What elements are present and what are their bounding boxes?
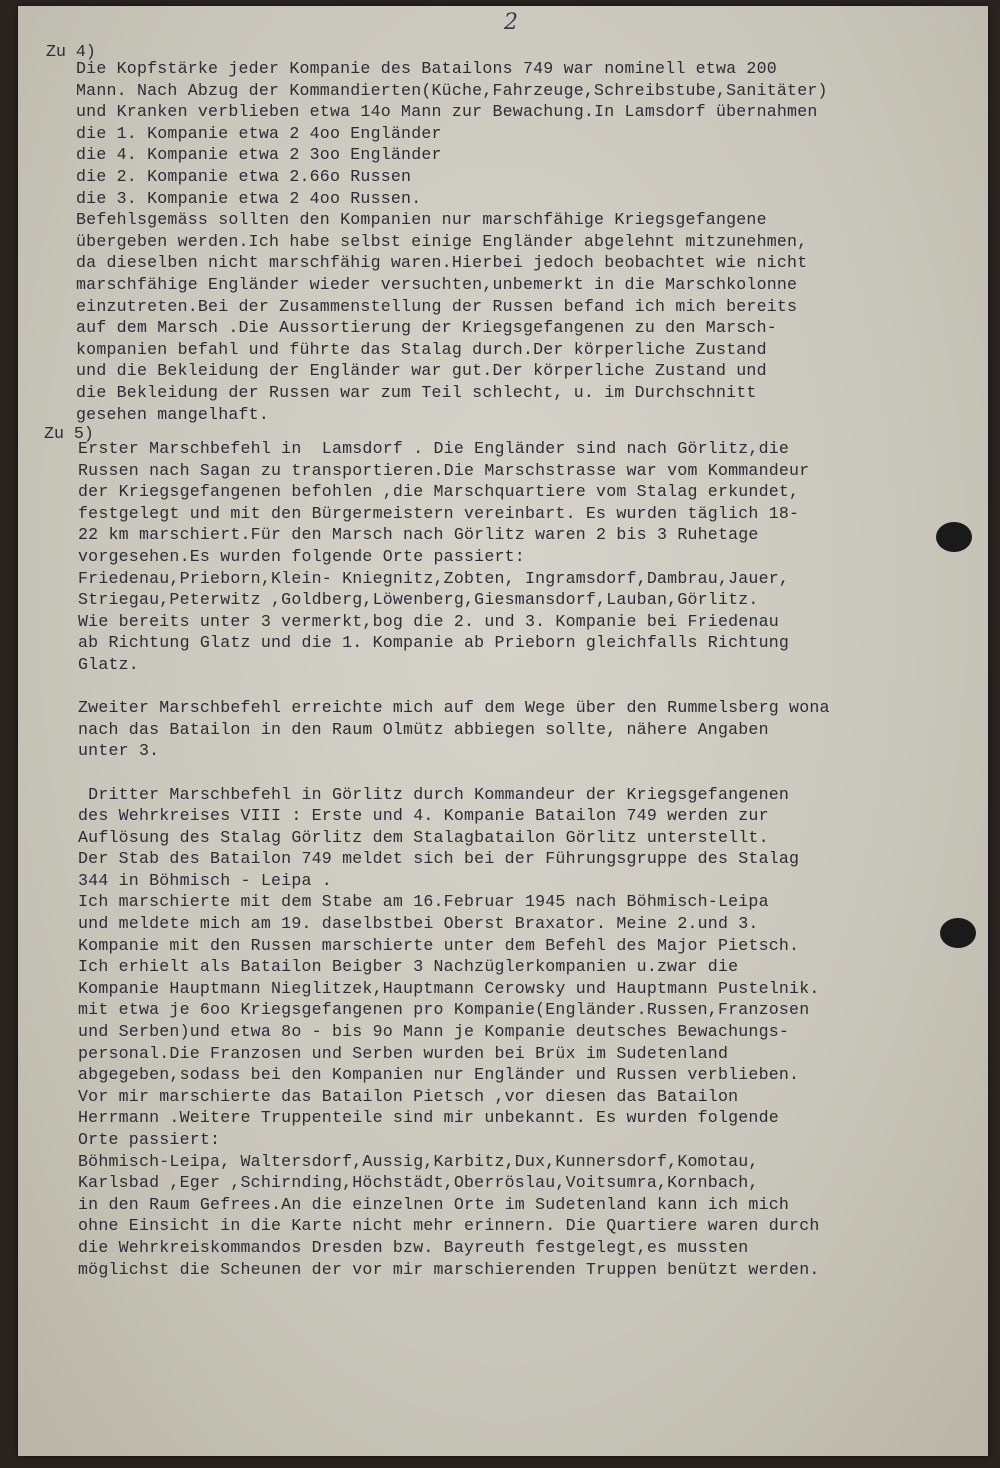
- text-line: marschfähige Engländer wieder versuchten,unbemerkt in die Marschkolonne: [76, 274, 798, 294]
- text-line: und Serben)und etwa 8o - bis 9o Mann je Kompanie deutsches Bewachungs-: [78, 1022, 790, 1042]
- text-line: Kompanie Hauptmann Nieglitzek,Hauptmann Cerowsky und Hauptmann Pustelnik.: [78, 978, 820, 998]
- text-line: nach das Batailon in den Raum Olmütz abbiegen sollte, nähere Angaben: [78, 719, 769, 739]
- text-line: möglichst die Scheunen der vor mir marschierenden Truppen benützt werden.: [78, 1259, 820, 1279]
- text-line: personal.Die Franzosen und Serben wurden bei Brüx im Sudetenland: [78, 1043, 729, 1063]
- text-line: und Kranken verblieben etwa 14o Mann zur Bewachung.In Lamsdorf übernahmen: [76, 102, 818, 122]
- section-body-4: [18, 58, 988, 425]
- text-line: Ich marschierte mit dem Stabe am 16.Februar 1945 nach Böhmisch-Leipa: [78, 892, 769, 912]
- document-page: [18, 6, 988, 1456]
- text-line: die 3. Kompanie etwa 2 4oo Russen.: [76, 188, 422, 208]
- text-line: 344 in Böhmisch - Leipa .: [78, 870, 332, 890]
- text-line: Ich erhielt als Batailon Beigber 3 Nachzüglerkompanien u.zwar die: [78, 957, 739, 977]
- section-body-5: [18, 438, 988, 1280]
- text-line: der Kriegsgefangenen befohlen ,die Marschquartiere vom Stalag erkundet,: [78, 482, 800, 502]
- text-line: Böhmisch-Leipa, Waltersdorf,Aussig,Karbitz,Dux,Kunnersdorf,Komotau,: [78, 1151, 759, 1171]
- text-line: Zweiter Marschbefehl erreichte mich auf dem Wege über den Rummelsberg wona: [78, 698, 830, 718]
- text-line: [78, 676, 988, 698]
- text-line: Striegau,Peterwitz ,Goldberg,Löwenberg,Giesmansdorf,Lauban,Görlitz.: [78, 590, 759, 610]
- section-label-4: Zu 4): [46, 42, 96, 61]
- text-line: Auflösung des Stalag Görlitz dem Stalagbatailon Görlitz unterstellt.: [78, 827, 769, 847]
- text-line: unter 3.: [78, 741, 160, 761]
- text-line: in den Raum Gefrees.An die einzelnen Orte im Sudetenland kann ich mich: [78, 1194, 790, 1214]
- text-line: und meldete mich am 19. daselbstbei Oberst Braxator. Meine 2.und 3.: [78, 914, 759, 934]
- text-line: 22 km marschiert.Für den Marsch nach Görlitz waren 2 bis 3 Ruhetage: [78, 525, 759, 545]
- text-line: und die Bekleidung der Engländer war gut.Der körperliche Zustand und: [76, 361, 767, 381]
- text-line: Glatz.: [78, 654, 139, 674]
- text-line: die 1. Kompanie etwa 2 4oo Engländer: [76, 123, 442, 143]
- text-line: Befehlsgemäss sollten den Kompanien nur marschfähige Kriegsgefangene: [76, 210, 767, 230]
- section-label-5: Zu 5): [44, 424, 94, 443]
- text-line: des Wehrkreises VIII : Erste und 4. Kompanie Batailon 749 werden zur: [78, 806, 769, 826]
- text-line: Vor mir marschierte das Batailon Pietsch ,vor diesen das Batailon: [78, 1086, 739, 1106]
- text-line: gesehen mangelhaft.: [76, 404, 269, 424]
- text-line: da dieselben nicht marschfähig waren.Hierbei jedoch beobachtet wie nicht: [76, 253, 808, 273]
- text-line: Orte passiert:: [78, 1130, 221, 1149]
- text-line: [78, 762, 988, 784]
- text-line: abgegeben,sodass bei den Kompanien nur Engländer und Russen verblieben.: [78, 1065, 800, 1085]
- text-line: Die Kopfstärke jeder Kompanie des Batailons 749 war nominell etwa 200: [76, 59, 777, 78]
- text-line: Friedenau,Prieborn,Klein- Kniegnitz,Zobten, Ingramsdorf,Dambrau,Jauer,: [78, 568, 790, 588]
- text-line: kompanien befahl und führte das Stalag durch.Der körperliche Zustand: [76, 339, 767, 359]
- text-line: Der Stab des Batailon 749 meldet sich bei der Führungsgruppe des Stalag: [78, 849, 800, 869]
- text-line: Herrmann .Weitere Truppenteile sind mir unbekannt. Es wurden folgende: [78, 1108, 779, 1128]
- text-line: einzutreten.Bei der Zusammenstellung der Russen befand ich mich bereits: [76, 296, 798, 316]
- text-line: Karlsbad ,Eger ,Schirnding,Höchstädt,Oberröslau,Voitsumra,Kornbach,: [78, 1173, 759, 1193]
- text-line: die 2. Kompanie etwa 2.66o Russen: [76, 166, 412, 186]
- text-line: Kompanie mit den Russen marschierte unter dem Befehl des Major Pietsch.: [78, 935, 800, 955]
- text-line: die Wehrkreiskommandos Dresden bzw. Bayreuth festgelegt,es mussten: [78, 1237, 749, 1257]
- text-line: festgelegt und mit den Bürgermeistern vereinbart. Es wurden täglich 18-: [78, 503, 800, 523]
- text-line: ohne Einsicht in die Karte nicht mehr erinnern. Die Quartiere waren durch: [78, 1216, 820, 1236]
- text-line: die Bekleidung der Russen war zum Teil schlecht, u. im Durchschnitt: [76, 382, 757, 402]
- text-line: übergeben werden.Ich habe selbst einige Engländer abgelehnt mitzunehmen,: [76, 231, 808, 251]
- text-line: die 4. Kompanie etwa 2 3oo Engländer: [76, 145, 442, 165]
- text-line: mit etwa je 6oo Kriegsgefangenen pro Kompanie(Engländer.Russen,Franzosen: [78, 1000, 810, 1020]
- text-line: auf dem Marsch .Die Aussortierung der Kriegsgefangenen zu den Marsch-: [76, 318, 777, 338]
- page-number: 2: [504, 10, 518, 35]
- text-line: Dritter Marschbefehl in Görlitz durch Kommandeur der Kriegsgefangenen: [78, 784, 790, 804]
- text-line: Erster Marschbefehl in Lamsdorf . Die Engländer sind nach Görlitz,die: [78, 439, 790, 458]
- text-line: vorgesehen.Es wurden folgende Orte passiert:: [78, 546, 525, 566]
- text-line: Mann. Nach Abzug der Kommandierten(Küche,Fahrzeuge,Schreibstube,Sanitäter): [76, 80, 828, 100]
- text-line: ab Richtung Glatz und die 1. Kompanie ab Prieborn gleichfalls Richtung: [78, 633, 790, 653]
- text-line: Wie bereits unter 3 vermerkt,bog die 2. und 3. Kompanie bei Friedenau: [78, 611, 779, 631]
- text-line: Russen nach Sagan zu transportieren.Die Marschstrasse war vom Kommandeur: [78, 460, 810, 480]
